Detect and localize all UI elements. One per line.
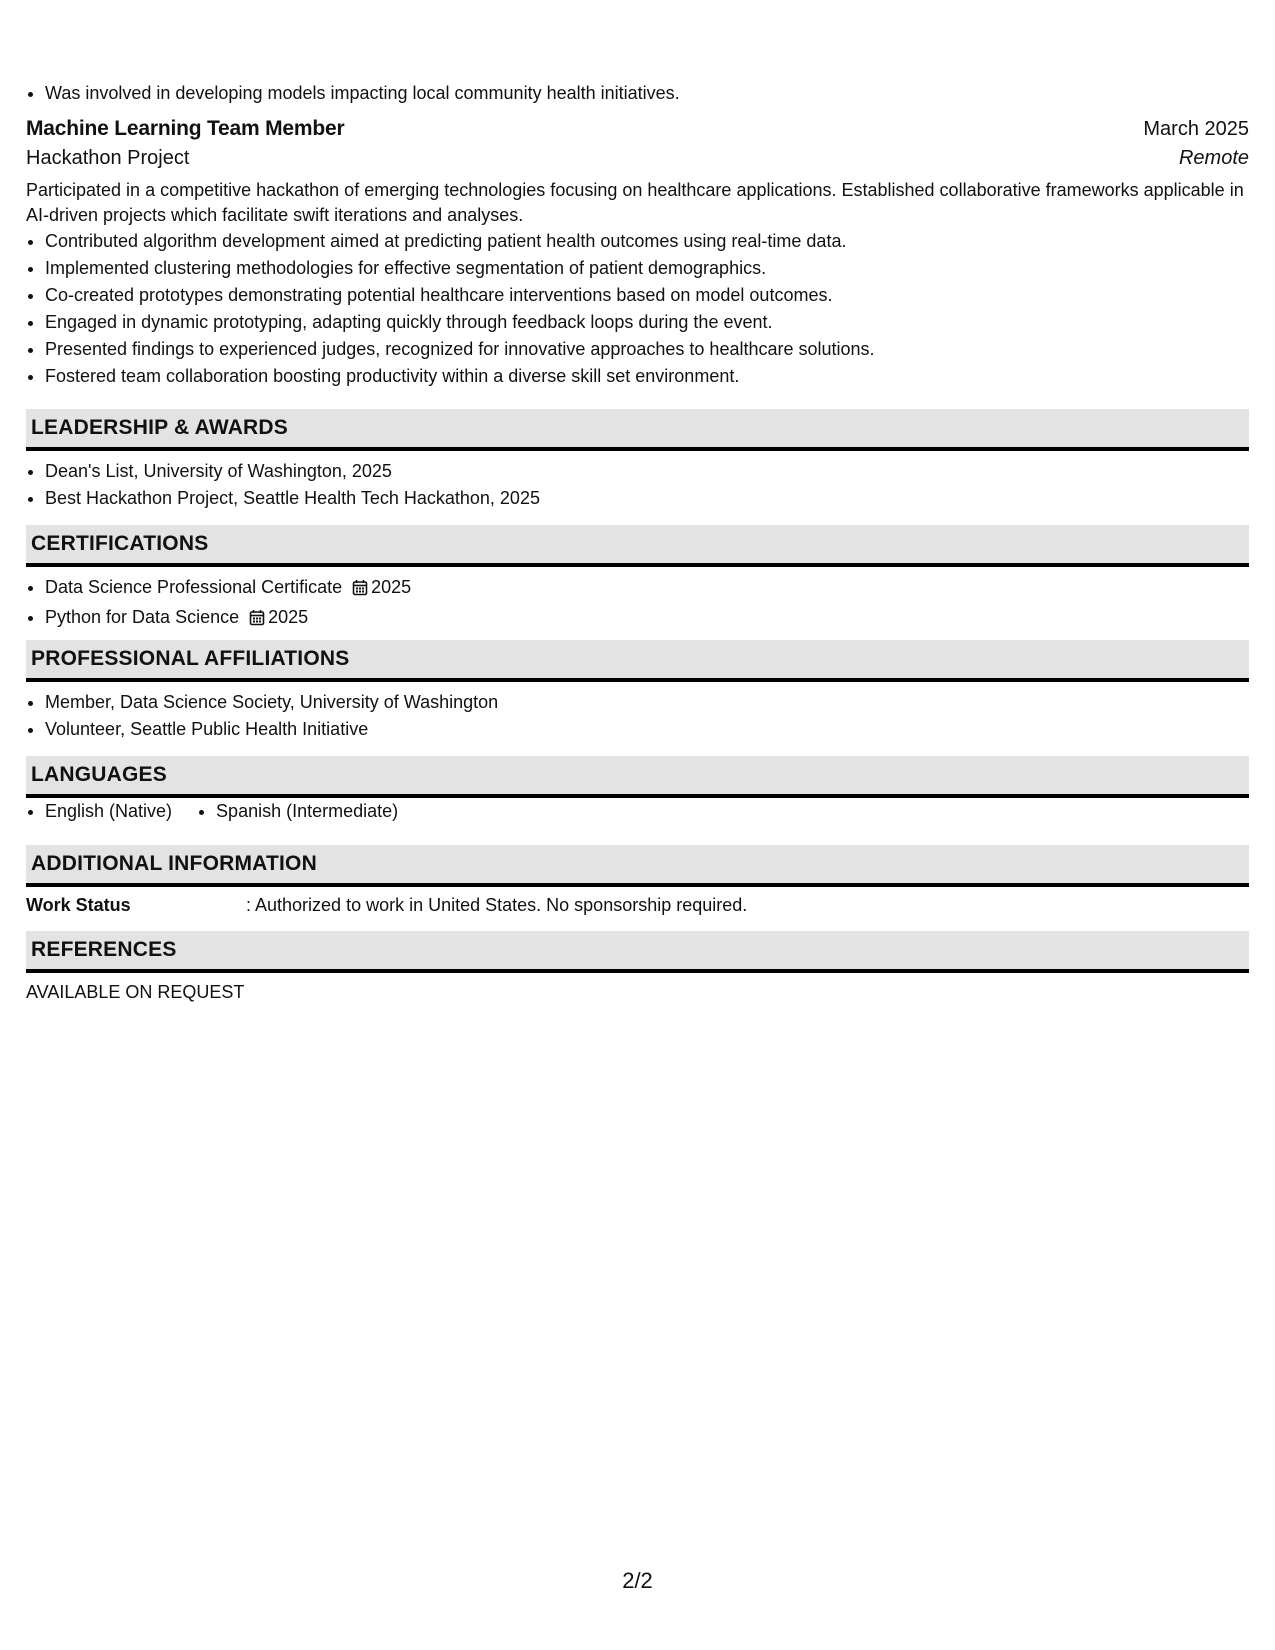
certifications-section (26, 525, 1249, 634)
previous-job-bullets (26, 80, 680, 107)
list-item: • Was involved in developing models impacting local community health initiatives. (45, 80, 680, 107)
section-heading: REFERENCES (26, 931, 1249, 973)
section-heading: CERTIFICATIONS (26, 525, 1249, 567)
work-status-value: : Authorized to work in United States. No sponsorship required. (246, 895, 748, 915)
section-heading: ADDITIONAL INFORMATION (26, 845, 1249, 887)
affiliations-section (26, 640, 1249, 743)
section-heading: LEADERSHIP & AWARDS (26, 409, 1249, 451)
certification-year: 2025 (371, 577, 412, 597)
references-text: AVAILABLE ON REQUEST (26, 982, 245, 1002)
section-heading: LANGUAGES (26, 756, 1249, 798)
job-location: Remote (1178, 147, 1249, 169)
job-organization: Hackathon Project (26, 147, 190, 169)
job-title: Machine Learning Team Member (26, 117, 345, 140)
work-status-label: Work Status (26, 895, 131, 915)
job-entry (26, 117, 1249, 390)
list-item: • Dean's List, University of Washington, 2025 (45, 458, 1249, 485)
certification-name: Python for Data Science (45, 607, 240, 627)
list-item: • Engaged in dynamic prototyping, adapting quickly through feedback loops during the event. (45, 309, 1249, 336)
job-date: March 2025 (1143, 118, 1249, 140)
additional-info-section (26, 845, 1249, 919)
certification-name: Data Science Professional Certificate (45, 577, 343, 597)
languages-section (26, 756, 1249, 825)
work-status-row (26, 892, 1249, 919)
calendar-icon (249, 607, 265, 634)
language-item: • Spanish (Intermediate) (216, 798, 398, 825)
section-heading: PROFESSIONAL AFFILIATIONS (26, 640, 1249, 682)
list-item: • Implemented clustering methodologies for effective segmentation of patient demographics. (45, 255, 1249, 282)
leadership-section (26, 409, 1249, 512)
job-bullets (26, 228, 1249, 390)
certification-year: 2025 (268, 607, 309, 627)
list-item: • Co-created prototypes demonstrating potential healthcare interventions based on model outcomes. (45, 282, 1249, 309)
language-item: • English (Native) (45, 798, 172, 825)
leadership-list (26, 458, 1249, 512)
certification-item (45, 574, 1249, 604)
list-item: • Presented findings to experienced judges, recognized for innovative approaches to healthcare solutions. (45, 336, 1249, 363)
job-description: Participated in a competitive hackathon of emerging technologies focusing on healthcare applications. Established collaborative frameworks applicable in AI-driven projects which facilitate swift iterations and analyses. (26, 180, 1244, 225)
list-item: • Best Hackathon Project, Seattle Health Tech Hackathon, 2025 (45, 485, 1249, 512)
certifications-list (26, 574, 1249, 634)
affiliations-list (26, 689, 1249, 743)
list-item: • Member, Data Science Society, University of Washington (45, 689, 1249, 716)
list-item: • Fostered team collaboration boosting productivity within a diverse skill set environment. (45, 363, 1249, 390)
list-item: • Volunteer, Seattle Public Health Initiative (45, 716, 1249, 743)
languages-list (26, 798, 1249, 825)
page-number: 2/2 (622, 1568, 653, 1593)
list-item: • Contributed algorithm development aimed at predicting patient health outcomes using real-time data. (45, 228, 1249, 255)
references-section (26, 931, 1249, 1006)
calendar-icon (352, 577, 368, 604)
certification-item (45, 604, 1249, 634)
